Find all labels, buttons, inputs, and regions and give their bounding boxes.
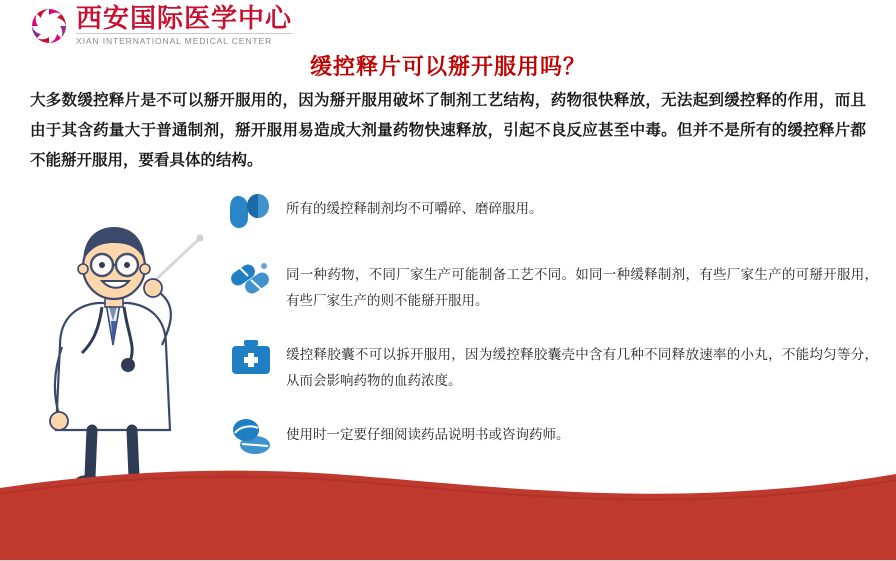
list-item <box>228 336 878 394</box>
brand-name-cn: 西安国际医学中心 <box>76 3 293 33</box>
list-item-text: 所有的缓控释制剂均不可嚼碎、磨碎服用。 <box>286 201 543 216</box>
pills-icon <box>228 256 274 300</box>
brand-logo[interactable] <box>28 4 292 47</box>
list-item <box>228 416 878 460</box>
page-title: 缓控释片可以掰开服用吗？ <box>309 54 586 79</box>
swirl-logo-icon <box>28 5 70 47</box>
list-item-text: 使用时一定要仔细阅读药品说明书或咨询药师。 <box>286 427 570 442</box>
list-item-text: 同一种药物，不同厂家生产可能制备工艺不同。如同一种缓释制剂，有些厂家生产的可掰开服用，有些厂家生产的则不能掰开服用。 <box>286 267 878 308</box>
medical-kit-icon <box>228 336 274 380</box>
points-list <box>228 190 878 482</box>
red-wave-decoration <box>0 460 896 560</box>
site-header <box>0 0 896 50</box>
capsule-icon <box>228 190 274 234</box>
brand-name-en: XIAN INTERNATIONAL MEDICAL CENTER <box>76 33 292 47</box>
list-item-text: 缓控释胶囊不可以拆开服用，因为缓控释胶囊壳中含有几种不同释放速率的小丸，不能均匀等分，从而会影响药物的血药浓度。 <box>286 347 878 388</box>
tablets-icon <box>228 416 274 460</box>
intro-paragraph: 大多数缓控释片是不可以掰开服用的，因为掰开服用破坏了制剂工艺结构，药物很快释放，无法起到缓控释的作用，而且由于其含药量大于普通制剂，掰开服用易造成大剂量药物快速释放，引起不良反应甚至中毒。但并不是所有的缓控释片都不能掰开服用，要看具体的结构。 <box>30 92 866 169</box>
doctor-with-pointer-illustration <box>10 195 220 495</box>
list-item <box>228 256 878 314</box>
list-item <box>228 190 878 234</box>
